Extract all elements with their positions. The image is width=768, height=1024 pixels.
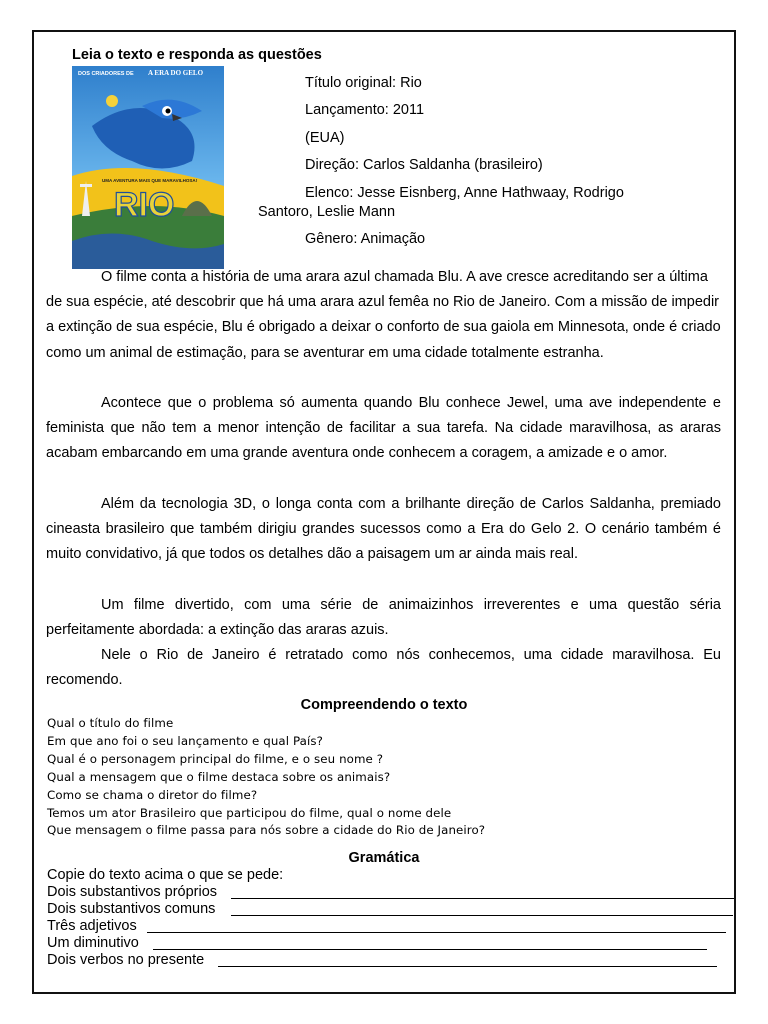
info-elenco-line2: Santoro, Leslie Mann [258, 204, 396, 220]
page-heading: Leia o texto e responda as questões [72, 47, 322, 63]
grammar-item-diminutive: Um diminutivo [47, 935, 139, 951]
question-3: Qual é o personagem principal do filme, e o seu nome ? [47, 752, 384, 766]
grammar-item-proper-nouns: Dois substantivos próprios [47, 884, 218, 900]
question-1: Qual o título do filme [47, 716, 174, 730]
paragraph-3: Além da tecnologia 3D, o longa conta com a brilhante direção de Carlos Saldanha, premiado cineasta brasileiro que também dirigiu grandes sucessos como a Era do Gelo 2. O cenário também é muito convidativo, já que todos os detalhes dão a paisagem um ar ainda mais real. [46, 496, 721, 563]
question-6: Temos um ator Brasileiro que participou do filme, qual o nome dele [47, 806, 452, 820]
paragraph-1: O filme conta a história de uma arara azul chamada Blu. A ave cresce acreditando ser a última de sua espécie, até descobrir que há uma arara azul femêa no Rio de Janeiro. Com a missão de impedir a extinção de sua espécie, Blu é obrigado a deixar o conforto de sua gaiola em Minnesota, onde é criado como um animal de estimação, para se aventurar em uma cidade totalmente estranha. [46, 269, 721, 361]
question-2: Em que ano foi o seu lançamento e qual País? [47, 734, 323, 748]
info-pais: (EUA) [305, 130, 345, 146]
paragraph-4: Um filme divertido, com uma série de animaizinhos irreverentes e uma questão séria perfeitamente abordada: a extinção das araras azuis. [46, 597, 721, 639]
comprehension-title: Compreendendo o texto [300, 697, 468, 713]
answer-line-common-nouns[interactable] [231, 915, 733, 916]
info-titulo: Título original: Rio [305, 75, 422, 91]
info-elenco-line1: Elenco: Jesse Eisnberg, Anne Hathwaay, Rodrigo [305, 185, 624, 201]
grammar-item-adjectives: Três adjetivos [47, 918, 137, 934]
answer-line-diminutive[interactable] [153, 949, 707, 950]
answer-line-adjectives[interactable] [147, 932, 726, 933]
poster-top-text: DOS CRIADORES DE [78, 71, 134, 77]
info-lancamento: Lançamento: 2011 [305, 102, 425, 118]
paragraph-5: Nele o Rio de Janeiro é retratado como nós conhecemos, uma cidade maravilhosa. Eu recomendo. [46, 647, 721, 689]
question-5: Como se chama o diretor do filme? [47, 788, 258, 802]
paragraph-2: Acontece que o problema só aumenta quando Blu conhece Jewel, uma ave independente e feminista que não tem a menor intenção de facilitar a sua tarefa. Na cidade maravilhosa, as araras acabam embarcando em uma grande aventura onde conhecem a coragem, a amizade e o amor. [46, 395, 721, 462]
movie-poster [72, 66, 224, 269]
info-genero: Gênero: Animação [305, 231, 426, 247]
poster-title: RIO [114, 186, 175, 224]
answer-line-present-verbs[interactable] [218, 966, 717, 967]
grammar-item-present-verbs: Dois verbos no presente [47, 952, 205, 968]
question-4: Qual a mensagem que o filme destaca sobre os animais? [47, 770, 391, 784]
grammar-title: Gramática [348, 850, 420, 866]
grammar-item-common-nouns: Dois substantivos comuns [47, 901, 216, 917]
answer-line-proper-nouns[interactable] [231, 898, 734, 899]
info-direcao: Direção: Carlos Saldanha (brasileiro) [305, 157, 543, 173]
grammar-instruction: Copie do texto acima o que se pede: [47, 867, 284, 883]
poster-tagline: UMA AVENTURA MAIS QUE MARAVILHOSA! [102, 178, 198, 183]
question-7: Que mensagem o filme passa para nós sobre a cidade do Rio de Janeiro? [47, 823, 486, 837]
poster-top-title: A ERA DO GELO [148, 69, 204, 77]
